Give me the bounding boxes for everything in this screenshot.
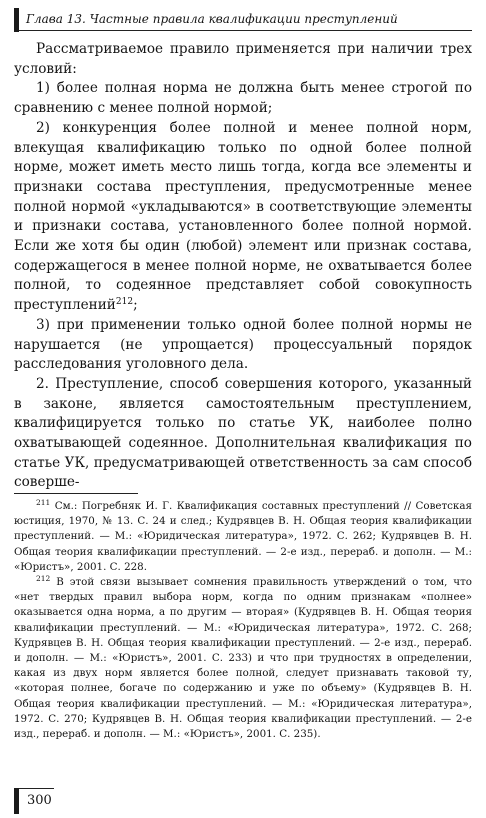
chapter-title: Глава 13. Частные правила квалификации преступлений xyxy=(26,12,398,26)
footnote-ref-212[interactable]: 212 xyxy=(115,297,134,308)
footnote-mark: 211 xyxy=(36,498,51,507)
footnote-text: В этой связи вызывает сомнения правильность утверждений о том, что «нет твердых правил выбора норм, когда по одним признакам «полнее» оказывается одна норма, а по другим — вторая» (Кудрявцев В. Н. Общая теория квалификации преступлений. — М.: «Юридическая литература», 1972. С. 268; Кудрявцев В. Н. Общая теория квалификации преступлений. — 2-е изд., перераб. и дополн. — М.: «Юристъ», 2001. С. 233) и что при трудностях в определении, какая из двух норм является более полной, следует признавать таковой ту, «которая полнее, богаче по содержанию и уже по объему» (Кудрявцев В. Н. Общая теория квалификации преступлений. — М.: «Юридическая литература», 1972. С. 270; Кудрявцев В. Н. Общая теория квалификации преступлений. — 2-е изд., перераб. и дополн. — М.: «Юристъ», 2001. С. 235). xyxy=(14,576,472,741)
footer-bar-mark xyxy=(14,788,19,814)
footnote-text: См.: Погребняк И. Г. Квалификация составных преступлений // Советская юстиция, 1970, № 13. С. 24 и след.; Кудрявцев В. Н. Общая теория квалификации преступлений. — М.: «Юридическая литература», 1972. С. 262; Кудрявцев В. Н. Общая теория квалификации преступлений. — 2-е изд., перераб. и дополн. — М.: «Юристъ», 2001. С. 228. xyxy=(14,500,472,573)
paragraph-rule-2: 2. Преступление, способ совершения которого, указанный в законе, является самостоятельным преступлением, квалифицируется только по статье УК, наиболее полно охватывающей содеянное. Дополнительная квалификация по статье УК, предусматривающей ответственность за сам способ соверше- xyxy=(14,375,472,491)
footnote-separator xyxy=(14,493,138,494)
paragraph-condition-1: 1) более полная норма не должна быть менее строгой по сравнению с менее полной нормой; xyxy=(14,80,472,117)
footnote-mark: 212 xyxy=(36,574,51,584)
paragraph-intro: Рассматриваемое правило применяется при наличии трех условий: xyxy=(14,41,472,77)
footer-rule xyxy=(14,788,54,789)
book-page xyxy=(14,0,472,818)
condition-2-end: ; xyxy=(133,297,138,314)
condition-2-text: 2) конкуренция более полной и менее полной норм, влекущая квалификацию только по одной более полной норме, может иметь место лишь тогда, когда все элементы и признаки состава преступления, предусмотренные менее полной нормой «укладываются» в соответствующие элементы и признаки состава, установленного более полной нормой. Если же хотя бы один (любой) элемент или признак состава, содержащегося в менее полной норме, не охватывается более полной, то содеянное представляет собой совокупность преступлений xyxy=(14,119,472,314)
footnote-211 xyxy=(14,499,472,575)
main-text xyxy=(14,40,472,493)
header-bar-mark xyxy=(14,8,19,32)
paragraph-condition-3: 3) при применении только одной более полной нормы не нарушается (не упрощается) процессуальный порядок расследования уголовного дела. xyxy=(14,316,472,373)
running-header xyxy=(14,8,472,31)
footnote-212 xyxy=(14,575,472,742)
page-number: 300 xyxy=(27,793,52,808)
footnotes xyxy=(14,499,472,742)
paragraph-condition-2 xyxy=(14,119,472,316)
